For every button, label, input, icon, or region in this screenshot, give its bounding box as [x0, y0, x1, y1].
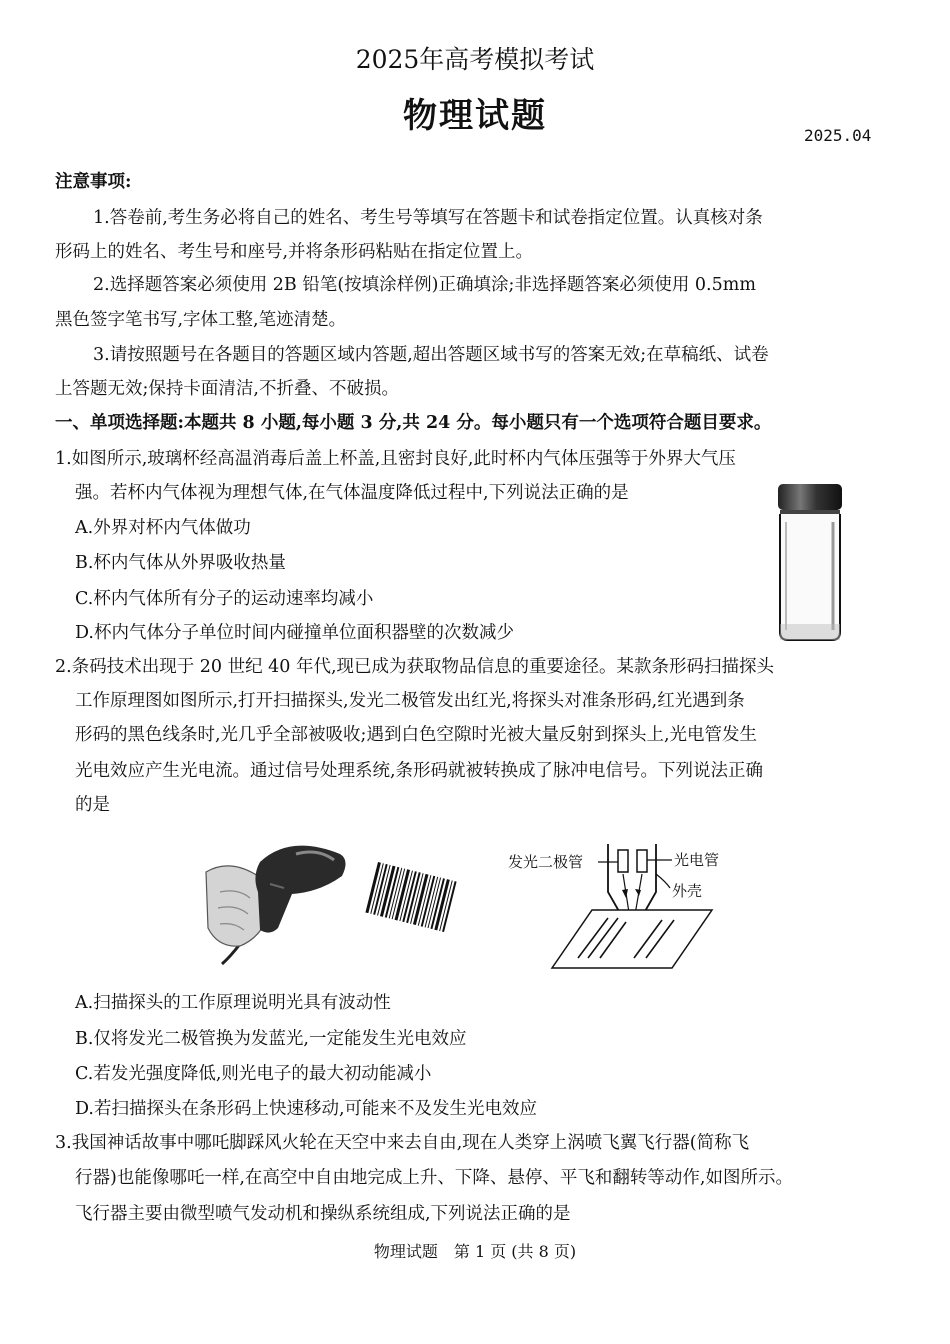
notice-heading: 注意事项:: [55, 172, 132, 192]
barcode-sheet: [552, 910, 712, 968]
q2-option-c: C.若发光强度降低,则光电子的最大初动能减小: [75, 1064, 432, 1084]
q1-option-a: A.外界对杯内气体做功: [75, 518, 251, 538]
page-footer: 物理试题 第 1 页 (共 8 页): [373, 1242, 577, 1261]
cup-body: [780, 514, 840, 640]
q2-stem: 的是: [75, 795, 110, 815]
notice-line: 上答题无效;保持卡面清洁,不折叠、不破损。: [55, 379, 399, 399]
notice-line: 2.选择题答案必须使用 2B 铅笔(按填涂样例)正确填涂;非选择题答案必须使用 0.5mm: [93, 275, 756, 295]
barcode-label: [365, 862, 456, 932]
exam-date: 2025.04: [804, 126, 872, 145]
barcode-stripe: [442, 881, 457, 932]
scanner-principle-diagram: [500, 838, 740, 978]
q2-option-d: D.若扫描探头在条形码上快速移动,可能来不及发生光电效应: [75, 1099, 538, 1119]
q2-stem: 光电效应产生光电流。通过信号处理系统,条形码就被转换成了脉冲电信号。下列说法正确: [75, 761, 764, 781]
q3-stem: 3.我国神话故事中哪吒脚踩风火轮在天空中来去自由,现在人类穿上涡喷飞翼飞行器(简称飞: [55, 1133, 750, 1153]
q2-stem: 2.条码技术出现于 20 世纪 40 年代,现已成为获取物品信息的重要途径。某款条形码扫描探头: [55, 657, 775, 677]
q3-stem: 行器)也能像哪吒一样,在高空中自由地完成上升、下降、悬停、平飞和翻转等动作,如图所示。: [75, 1168, 793, 1188]
cup-lid: [778, 484, 842, 510]
phototube-label: 光电管: [674, 851, 720, 869]
subject-title: 物理试题: [403, 96, 547, 136]
barcode-stripe: [373, 864, 388, 915]
q2-stem: 形码的黑色线条时,光几乎全部被吸收;遇到白色空隙时光被大量反射到探头上,光电管发生: [75, 725, 758, 745]
section-heading: 一、单项选择题:本题共 8 小题,每小题 3 分,共 24 分。每小题只有一个选项符合题目要求。: [55, 413, 772, 433]
q1-option-d: D.杯内气体分子单位时间内碰撞单位面积器壁的次数减少: [75, 623, 514, 643]
q1-stem: 强。若杯内气体视为理想气体,在气体温度降低过程中,下列说法正确的是: [75, 483, 629, 503]
notice-line: 形码上的姓名、考生号和座号,并将条形码粘贴在指定位置上。: [55, 242, 534, 262]
led-component: [618, 850, 628, 872]
barcode-scanner-figure: [200, 832, 475, 967]
notice-line: 1.答卷前,考生务必将自己的姓名、考生号等填写在答题卡和试卷指定位置。认真核对条: [93, 208, 763, 228]
q2-stem: 工作原理图如图所示,打开扫描探头,发光二极管发出红光,将探头对准条形码,红光遇到条: [75, 691, 745, 711]
phototube-component: [637, 850, 647, 872]
notice-line: 3.请按照题号在各题目的答题区域内答题,超出答题区域书写的答案无效;在草稿纸、试卷: [93, 345, 769, 365]
q1-option-b: B.杯内气体从外界吸收热量: [75, 553, 286, 573]
q2-option-a: A.扫描探头的工作原理说明光具有波动性: [75, 993, 391, 1013]
shell-label: 外壳: [672, 882, 703, 900]
q3-stem: 飞行器主要由微型喷气发动机和操纵系统组成,下列说法正确的是: [75, 1204, 571, 1224]
q2-option-b: B.仅将发光二极管换为发蓝光,一定能发生光电效应: [75, 1029, 467, 1049]
led-label: 发光二极管: [508, 853, 584, 871]
q1-option-c: C.杯内气体所有分子的运动速率均减小: [75, 589, 374, 609]
q1-stem: 1.如图所示,玻璃杯经高温消毒后盖上杯盖,且密封良好,此时杯内气体压强等于外界大气压: [55, 449, 736, 469]
notice-line: 黑色签字笔书写,字体工整,笔迹清楚。: [55, 310, 347, 330]
glass-cup-figure: [770, 482, 850, 644]
exam-title: 2025年高考模拟考试: [355, 45, 595, 74]
